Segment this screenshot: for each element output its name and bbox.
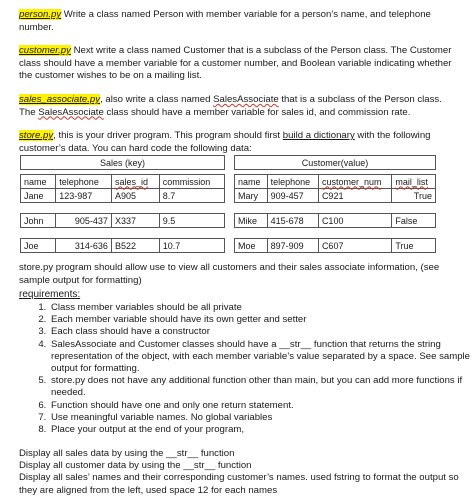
col-header: commission	[159, 175, 224, 189]
cell: C100	[318, 214, 391, 228]
paragraph-person-text: Write a class named Person with member variable for a person’s name, and telephone number.	[19, 9, 431, 33]
paragraph-store	[19, 130, 459, 155]
cell: B522	[111, 239, 159, 253]
list-item: 4. SalesAssociate and Customer classes should have a __str__ function that returns the string representation of the object, with each member variable’s value separated by a space. See sample output for formatting.	[49, 339, 474, 376]
spacer	[235, 203, 436, 214]
col-header: telephone	[56, 175, 112, 189]
cell: True	[392, 189, 436, 203]
paragraph-customer	[19, 45, 459, 83]
spacer	[235, 228, 436, 239]
requirements-heading: requirements:	[19, 289, 81, 300]
paragraph-sales-text-3: class should have a member variable for sales id, and commission rate.	[103, 106, 411, 118]
list-item: 7. Use meaningful variable names. No global variables	[49, 412, 474, 424]
requirements-list	[19, 302, 474, 436]
col-header: mail_list	[392, 175, 436, 189]
cell: 314-636	[56, 239, 112, 253]
paragraph-store-text-2: with the following customer’s data. You can hard code the following data:	[19, 130, 431, 154]
table-row	[21, 189, 225, 203]
table-row	[21, 214, 225, 228]
list-item: 1. Class member variables should be all private	[49, 302, 474, 314]
list-item: 8. Place your output at the end of your program,	[49, 424, 474, 436]
table-row	[235, 189, 436, 203]
paragraph-sales-associate	[19, 94, 459, 119]
cell: C921	[318, 189, 391, 203]
table-row	[235, 214, 436, 228]
cell: 9.5	[159, 214, 224, 228]
class-name-salesassociate-2: SalesAssociate	[38, 106, 104, 118]
sales-table	[20, 155, 225, 253]
display-line: Display all customer data by using the __str__ function	[19, 460, 252, 472]
cell: Mike	[235, 214, 268, 228]
cell: 905-437	[56, 214, 112, 228]
build-dictionary-phrase: build a dictionary	[282, 130, 355, 141]
display-line: Display all sales’ names and their corresponding customer’s names. used fstring to format the output so they are aligned from the left, used space 12 for each names	[19, 472, 459, 496]
col-header: name	[21, 175, 56, 189]
col-header: telephone	[267, 175, 318, 189]
cell: 909-457	[267, 189, 318, 203]
customer-group-header: Customer(value)	[235, 156, 436, 170]
cell: 8.7	[159, 189, 224, 203]
col-header: sales_id	[111, 175, 159, 189]
cell: A905	[111, 189, 159, 203]
cell: 123-987	[56, 189, 112, 203]
cell: 897-909	[267, 239, 318, 253]
sales-group-header: Sales (key)	[21, 156, 225, 170]
paragraph-person	[19, 9, 459, 34]
list-item: 2. Each member variable should have its own getter and setter	[49, 314, 474, 326]
paragraph-sales-text-2: that is a subclass of the Person class. The	[19, 94, 442, 118]
cell: 415-678	[267, 214, 318, 228]
cell: Joe	[21, 239, 56, 253]
cell: Moe	[235, 239, 268, 253]
list-item: 5. store.py does not have any additional function other than main, but you can add more functions if needed.	[49, 375, 474, 399]
filename-store: store.py	[19, 130, 54, 141]
display-line: Display all sales data by using the __str__ function	[19, 448, 235, 459]
customer-table	[234, 155, 436, 253]
cell: False	[392, 214, 436, 228]
cell: 10.7	[159, 239, 224, 253]
table-row	[235, 239, 436, 253]
cell: C607	[318, 239, 391, 253]
cell: X337	[111, 214, 159, 228]
table-row	[21, 239, 225, 253]
cell: True	[392, 239, 436, 253]
paragraph-store-text-1: , this is your driver program. This program should first	[53, 130, 283, 141]
cell: Jane	[21, 189, 56, 203]
list-item: 3. Each class should have a constructor	[49, 326, 474, 338]
filename-customer: customer.py	[19, 45, 71, 56]
col-header: customer_num	[318, 175, 391, 189]
paragraph-sales-text-1: , also write a class named	[100, 94, 214, 105]
spacer	[21, 228, 225, 239]
sales-header-row	[21, 175, 225, 189]
cell: Mary	[235, 189, 268, 203]
class-name-salesassociate: SalesAssociate	[213, 94, 279, 105]
col-header: name	[235, 175, 268, 189]
display-instructions	[19, 448, 469, 497]
paragraph-customer-text: Next write a class named Customer that is a subclass of the Person class. The Customer class should have a member variable for a customer number, and Boolean variable indicating whether the customer wishes to be on a mailing list.	[19, 45, 452, 82]
list-item: 6. Function should have one and only one return statement.	[49, 400, 474, 412]
filename-person: person.py	[19, 9, 62, 20]
paragraph-store-view: store.py program should allow use to view all customers and their sales associate information, (see sample output for formatting)	[19, 262, 440, 286]
filename-sales-associate: sales_associate.py	[19, 94, 101, 105]
cell: John	[21, 214, 56, 228]
spacer	[21, 203, 225, 214]
customer-header-row	[235, 175, 436, 189]
